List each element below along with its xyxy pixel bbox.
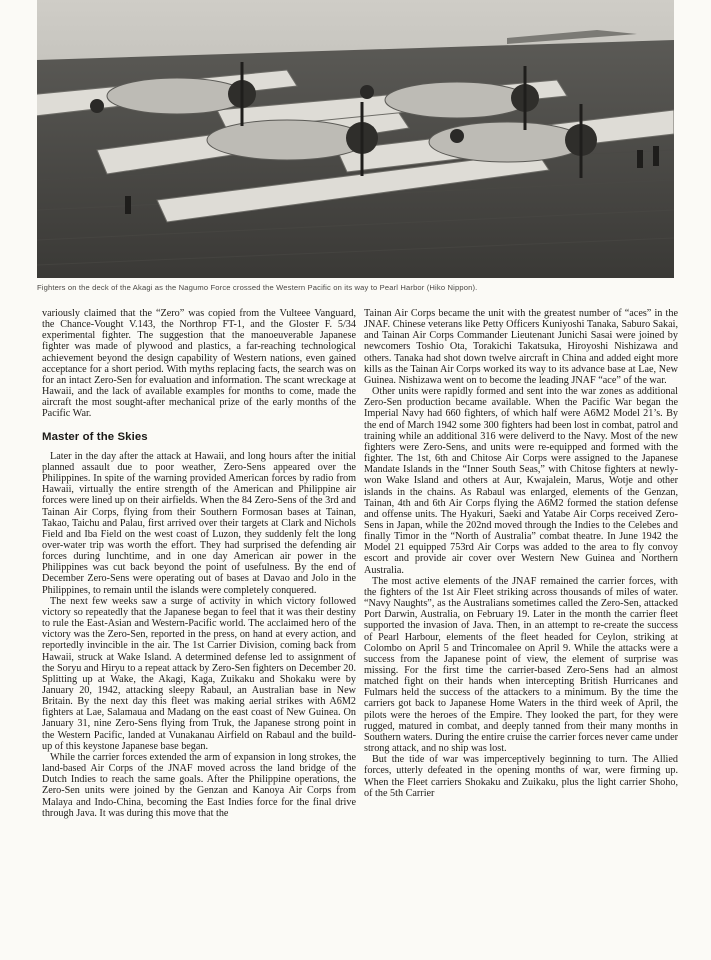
body-paragraph: But the tide of war was imperceptively beginning to turn. The Allied forces, utterly defeated in the opening months of war, were firming up. When the Fleet carriers Shokaku and Zuikaku, plus the light carrier Shoho, of the 5th Carrier (364, 754, 678, 799)
body-paragraph: Other units were rapidly formed and sent into the war zones as additional Zero-Sen production became available. When the Pacific War began the Imperial Navy had 660 fighters, of which half were A6M2 Model 21’s. By the end of March 1942 some 300 fighters had been lost in combat, patrol and training while an additional 316 were deliverd to the Navy. Most of the new fighters were Zero-Sens, and units were re-equipped and formed with the fighter. The 1st, 6th and Chitose Air Corps were assigned to the Japanese Mandate Islands in the “Inner South Seas,” with Chitose fighters at newly-won Wake Island and others at Aur, Kwajalein, Marus, Wotje and other islands in the chains. As Rabaul was enlarged, elements of the Genzan, Tainan, 4th and 6th Air Corps flying the A6M2 formed the station defense and offense units. The Hyakuri, Saeki and Yatabe Air Corps received Zero-Sens in Japan, while the 202nd moved through the Indies to the Celebes and finally Timor in the “North of Australia” combat theatre. In June 1942 the Model 21 equipped 753rd Air Corps was added to the area to fly convoy escort and provide air cover over Western New Guinea and Northern Australia. (364, 386, 678, 576)
section-heading: Master of the Skies (42, 430, 148, 443)
carrier-deck-photo (37, 0, 674, 278)
photo-caption: Fighters on the deck of the Akagi as the Nagumo Force crossed the Western Pacific on its way to Pearl Harbor (Hiko Nippon). (37, 283, 478, 292)
body-paragraph: Tainan Air Corps became the unit with the greatest number of “aces” in the JNAF. Chinese veterans like Petty Officers Kuniyoshi Tanaka, Saburo Sakai, and Tainan Air Corps Commander Lieutenant Junichi Sasai were joined by newcomers Toshio Ota, Torakichi Takatsuka, Hiroyoshi Nishizawa and others. Tanaka had shot down twelve aircraft in China and added eight more kills as the Tainan Air Corps worked its way to its advance base at Lae, New Guinea. Nishizawa went on to become the leading JNAF “ace” of the war. (364, 308, 678, 386)
body-paragraph: The next few weeks saw a surge of activity in which victory followed victory so repeatedly that the Japanese began to feel that it was their destiny to rule the East-Asian and Western-Pacific world. The acclaimed hero of the victory was the Zero-Sen, reported in the press, on hand at every action, and reportedly invincible in the air. The 1st Carrier Division, coming back from Hawaii, struck at Wake Island. A determined defense led to assignment of the Soryu and Hiryu to a repeat attack by Zero-Sen fighters on December 20. Splitting up at Wake, the Akagi, Kaga, Zuikaku and Shokaku were by January 20, 1942, attacking sleepy Rabaul, an Australian base in New Britain. By the next day this fleet was making aerial strikes with A6M2 fighters at Lae, Salamaua and Madang on the east coast of New Guinea. On January 31, nine Zero-Sens flying from Truk, the Japanese strong point in the Western Pacific, landed at Vunakanau Airfield on Rabaul and the build-up of this keystone Japanese base began. (42, 595, 357, 752)
body-paragraph: The most active elements of the JNAF remained the carrier forces, with the fighters of the 1st Air Fleet striking across thousands of miles of water. “Navy Naughts”, as the Australians sometimes called the Zero-Sen, attacked Port Darwin, Australia, on February 19. Later in the month the carrier fleet supported the invasion of Java. Then, in an attempt to re-create the success of Pearl Harbour, elements of the fleet headed for Ceylon, striking at Colombo on April 5 and Trincomalee on April 9. While the attacks were a success from the Japanese point of view, the element of surprise was missing. For the first time the carrier-based Zero-Sens had an almost matched fight on their hands when intercepting British Hurricanes and Fulmars held the success of the attackers to a minimum. By the time the carriers got back to Japanese Home Waters in the third week of April, the pilots were the heroes of the Empire. They looked the part, for they were rugged, matured in combat, and deeply tanned from their many months in Southern waters. During the entire cruise the carrier forces never came under strong attack, and no ship was lost. (364, 575, 678, 755)
body-paragraph: While the carrier forces extended the arm of expansion in long strokes, the land-based Air Corps of the JNAF moved across the land bridge of the Dutch Indies to reach the same goals. After the Philippine operations, the Zero-Sen units were joined by the Genzan and Kanoya Air Corps from Malaya and Indo-China, becoming the East Indies force for the final drive through Java. It was during this move that the (42, 751, 356, 819)
right-column (364, 308, 678, 799)
body-paragraph: Later in the day after the attack at Hawaii, and long hours after the initial planned assault due to poor weather, Zero-Sens appeared over the Philippines. In spite of the warning provided American forces by radio from Hawaii, virtually the entire strength of the American and Philippine air forces were lined up on their airfields. When the 84 Zero-Sens of the 3rd and Tainan Air Corps, flying from their Southern Formosan bases at Tainan, Takao, Taichu and Palau, first arrived over their targets at Clark and Nichols Field and Iba Field on the west coast of Luzon, they suddenly felt the long over-water trip was worth the effort. They had surprised the defending air forces during lunchtime, and in one day American air power in the Philippines was cut back beyond the point of usefulness. By the end of December Zero-Sens were operating out of bases at Davao and Jolo in the Philippines, to remain until the islands were completely conquered. (42, 450, 356, 596)
left-column (42, 308, 356, 819)
intro-paragraph: variously claimed that the “Zero” was copied from the Vulteee Vanguard, the Chance-Vought V.143, the Northrop FT-1, and the Gloster F. 5/34 experimental fighter. The suggestion that the manoeuverable Japanese fighter was made of plywood and plastics, a far-reaching technological achievement beyond the design capability of Western nations, even gained acceptance for a short period. With myths replacing facts, the search was on for an intact Zero-Sen for evaluation and information. The scant wreckage at Hawaii, and the lack of available examples for months to come, made the aircraft the most sought-after mechanical prize of the early months of the Pacific War. (42, 308, 356, 420)
